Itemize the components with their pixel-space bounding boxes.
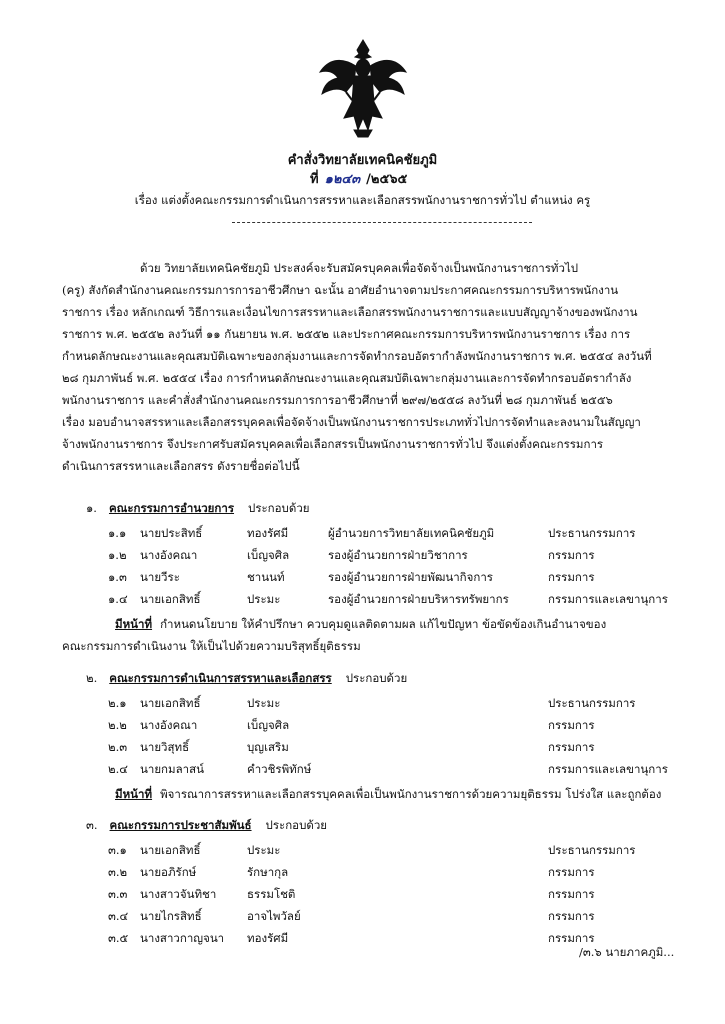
- committee-duty: [62, 613, 606, 657]
- member-number: ๓.๒: [108, 865, 128, 879]
- member-last-name: ทองรัศมี: [247, 931, 289, 945]
- member-number: ๑.๒: [108, 548, 127, 562]
- member-number: ๑.๔: [108, 592, 128, 606]
- member-position: ผู้อำนวยการวิทยาลัยเทคนิคชัยภูมิ: [328, 526, 495, 540]
- member-first-name: นางอังคณา: [140, 548, 198, 562]
- committee-duty: [62, 783, 661, 805]
- member-role: กรรมการ: [548, 909, 595, 923]
- member-number: ๒.๑: [108, 696, 127, 710]
- paragraph-line: พนักงานราชการ และคำสั่งสำนักงานคณะกรรมการการอาชีวศึกษาที่ ๒๙๗/๒๕๕๘ ลงวันที่ ๒๘ กุมภาพันธ์ ๒๕๕๖: [62, 393, 613, 407]
- title-divider: [232, 222, 532, 223]
- member-role: กรรมการ: [548, 887, 595, 901]
- duty-text: กำหนดนโยบาย ให้คำปรึกษา ควบคุมดูแลติดตามผล แก้ไขปัญหา ข้อขัดข้องเกินอำนาจของ: [160, 617, 607, 631]
- committee-composed-of: ประกอบด้วย: [248, 501, 310, 515]
- member-first-name: นายวีระ: [140, 570, 180, 584]
- member-role: ประธานกรรมการ: [548, 526, 636, 540]
- order-number-handwritten: ๑๒๔๓: [324, 172, 361, 187]
- member-number: ๒.๓: [108, 740, 128, 754]
- member-number: ๑.๑: [108, 526, 127, 540]
- member-last-name: ประมะ: [247, 592, 281, 606]
- member-first-name: นายวิสุทธิ์: [140, 740, 190, 754]
- paragraph-line: จ้างพนักงานราชการ จึงประกาศรับสมัครบุคคลเพื่อเลือกสรรเป็นพนักงานราชการทั่วไป จึงแต่งตั้งคณะกรรมการ: [62, 437, 604, 451]
- member-last-name: ประมะ: [247, 696, 281, 710]
- member-last-name: ธรรมโชติ: [247, 887, 296, 901]
- member-role: กรรมการ: [548, 570, 595, 584]
- member-role: กรรมการและเลขานุการ: [548, 592, 668, 606]
- member-position: รองผู้อำนวยการฝ่ายวิชาการ: [328, 548, 468, 562]
- committee-heading: [86, 500, 310, 518]
- duty-label: มีหน้าที่: [115, 787, 153, 801]
- paragraph-line: ๒๘ กุมภาพันธ์ พ.ศ. ๒๕๕๔ เรื่อง การกำหนดลักษณะงานและคุณสมบัติเฉพาะกลุ่มงานและการจัดทำกรอบอัตรากำลัง: [62, 371, 632, 385]
- preamble-paragraph: [62, 257, 682, 477]
- member-number: ๓.๓: [108, 887, 128, 901]
- duty-label: มีหน้าที่: [115, 617, 153, 631]
- member-last-name: ทองรัศมี: [247, 526, 289, 540]
- committee-heading: [86, 670, 407, 688]
- duty-line: [62, 613, 606, 635]
- paragraph-line: ด้วย วิทยาลัยเทคนิคชัยภูมิ ประสงค์จะรับสมัครบุคคลเพื่อจัดจ้างเป็นพนักงานราชการทั่วไป: [140, 261, 579, 275]
- member-first-name: นายประสิทธิ์: [140, 526, 203, 540]
- member-role: กรรมการ: [548, 740, 595, 754]
- member-number: ๓.๑: [108, 843, 127, 857]
- member-first-name: นางสาวจันทิชา: [140, 887, 217, 901]
- paragraph-line: ดำเนินการสรรหาและเลือกสรร ดังรายชื่อต่อไปนี้: [62, 459, 300, 473]
- member-last-name: ประมะ: [247, 843, 281, 857]
- committee-name: คณะกรรมการประชาสัมพันธ์: [109, 818, 252, 832]
- committee-composed-of: ประกอบด้วย: [265, 818, 328, 832]
- member-role: กรรมการ: [548, 718, 595, 732]
- member-first-name: นายกมลาสน์: [140, 762, 204, 776]
- member-number: ๒.๒: [108, 718, 127, 732]
- member-first-name: นางอังคณา: [140, 718, 198, 732]
- duty-text: พิจารณาการสรรหาและเลือกสรรบุคคลเพื่อเป็นพนักงานราชการด้วยความยุติธรรม โปร่งใส และถูกต้อง: [160, 787, 662, 801]
- continued-note: /๓.๖ นายภาคภูมิ...: [579, 945, 675, 959]
- member-role: ประธานกรรมการ: [548, 696, 636, 710]
- paragraph-line: ราชการ พ.ศ. ๒๕๕๒ ลงวันที่ ๑๑ กันยายน พ.ศ. ๒๕๕๒ และประกาศคณะกรรมการบริหารพนักงานราชการ เรื่อง การ: [62, 327, 631, 341]
- member-position: รองผู้อำนวยการฝ่ายพัฒนากิจการ: [328, 570, 493, 584]
- member-number: ๓.๔: [108, 909, 129, 923]
- member-last-name: บุญเสริม: [247, 740, 289, 754]
- committee-number: ๒.: [86, 671, 98, 685]
- order-number-prefix: ที่: [310, 172, 319, 187]
- member-first-name: นายเอกสิทธิ์: [140, 696, 201, 710]
- committee-number: ๓.: [86, 818, 98, 832]
- paragraph-line: กำหนดลักษณะงานและคุณสมบัติเฉพาะของกลุ่มงานและการจัดทำกรอบอัตรากำลังพนักงานราชการ พ.ศ. ๒๕๕๔ ลงวันที่: [62, 349, 652, 363]
- member-role: กรรมการและเลขานุการ: [548, 762, 668, 776]
- duty-line: [62, 783, 661, 805]
- member-role: กรรมการ: [548, 865, 595, 879]
- member-last-name: ชานนท์: [247, 570, 285, 584]
- member-first-name: นายเอกสิทธิ์: [140, 843, 201, 857]
- committee-composed-of: ประกอบด้วย: [345, 671, 408, 685]
- member-position: รองผู้อำนวยการฝ่ายบริหารทรัพยากร: [328, 592, 509, 606]
- member-first-name: นางสาวกาญจนา: [140, 931, 225, 945]
- member-last-name: อาจไพวัลย์: [247, 909, 301, 923]
- committee-heading: [86, 817, 327, 835]
- member-role: กรรมการ: [548, 931, 595, 945]
- committee-name: คณะกรรมการอำนวยการ: [108, 501, 235, 515]
- member-last-name: รักษากุล: [247, 865, 289, 879]
- order-number: [310, 168, 407, 189]
- member-number: ๓.๕: [108, 931, 129, 945]
- paragraph-line: (ครู) สังกัดสำนักงานคณะกรรมการการอาชีวศึกษา ฉะนั้น อาศัยอำนาจตามประกาศคณะกรรมการบริหารพนักงาน: [62, 283, 619, 297]
- paragraph-line: ราชการ เรื่อง หลักเกณฑ์ วิธีการและเงื่อนไขการสรรหาและเลือกสรรพนักงานราชการและแบบสัญญาจ้างของพนักงาน: [62, 305, 638, 319]
- order-title: คำสั่งวิทยาลัยเทคนิคชัยภูมิ: [287, 153, 438, 168]
- member-last-name: คำวชิรพิทักษ์: [247, 762, 312, 776]
- member-first-name: นายไกรสิทธิ์: [140, 909, 202, 923]
- member-last-name: เบ็ญจศิล: [247, 718, 290, 732]
- member-first-name: นายเอกสิทธิ์: [140, 592, 201, 606]
- member-role: ประธานกรรมการ: [548, 843, 636, 857]
- duty-line: คณะกรรมการดำเนินงาน ให้เป็นไปด้วยความบริสุทธิ์ยุติธรรม: [62, 639, 361, 653]
- order-subject: เรื่อง แต่งตั้งคณะกรรมการดำเนินการสรรหาและเลือกสรรพนักงานราชการทั่วไป ตำแหน่ง ครู: [134, 193, 591, 207]
- committee-name: คณะกรรมการดำเนินการสรรหาและเลือกสรร: [109, 671, 332, 685]
- member-number: ๑.๓: [108, 570, 127, 584]
- member-first-name: นายอภิรักษ์: [140, 865, 197, 879]
- member-number: ๒.๔: [108, 762, 128, 776]
- committee-number: ๑.: [86, 501, 97, 515]
- member-role: กรรมการ: [548, 548, 595, 562]
- order-number-year: /๒๕๖๕: [366, 172, 408, 187]
- member-last-name: เบ็ญจศิล: [247, 548, 290, 562]
- garuda-emblem-icon: [318, 38, 408, 138]
- paragraph-line: เรื่อง มอบอำนาจสรรหาและเลือกสรรบุคคลเพื่อจัดจ้างเป็นพนักงานราชการประเภททั่วไปการจัดทำและลงนามในสัญญา: [62, 415, 641, 429]
